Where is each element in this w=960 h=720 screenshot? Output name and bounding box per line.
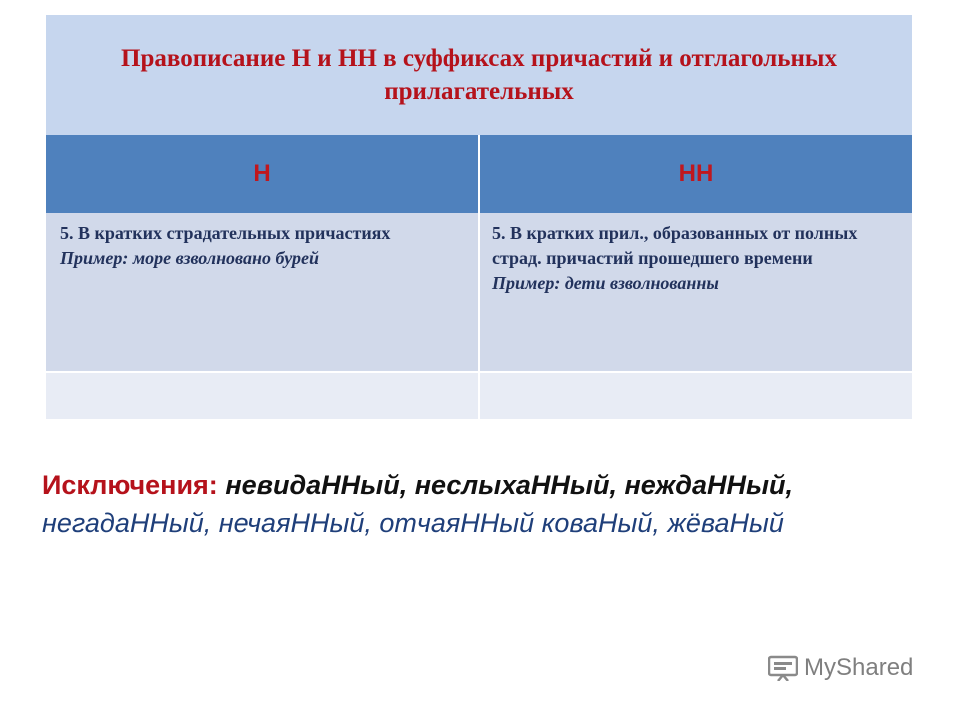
rule-text: 5. В кратких страдательных причастиях	[60, 223, 391, 243]
column-header-nn: НН	[678, 160, 714, 187]
column-header-n: Н	[253, 160, 271, 187]
column-divider	[478, 213, 480, 371]
logo-text: MyShared	[804, 654, 914, 681]
exceptions-bold-words: невидаННый, неслыхаННый, неждаННый,	[225, 470, 794, 500]
column-divider	[478, 373, 480, 419]
table-title-row	[46, 15, 912, 135]
exceptions-paragraph	[42, 466, 932, 542]
exceptions-words: негадаННый, нечаяННый, отчаяННый коваНый, жёваНый	[42, 508, 784, 538]
rule-cell-nn	[492, 221, 907, 296]
rules-table	[46, 15, 912, 419]
example-text: Пример: море взволновано бурей	[60, 248, 319, 268]
table-title: Правописание Н и НН в суффиксах причастий и отглагольных прилагательных	[121, 45, 837, 105]
myshared-logo	[768, 654, 913, 682]
example-text: Пример: дети взволнованны	[492, 273, 719, 293]
table-row-empty	[46, 373, 912, 419]
presentation-board-icon	[768, 655, 798, 681]
rule-text: 5. В кратких прил., образованных от полных страд. причастий прошедшего времени	[492, 223, 858, 268]
table-header-row	[46, 135, 912, 213]
table-row	[46, 213, 912, 371]
exceptions-label: Исключения:	[42, 470, 218, 500]
rule-cell-n	[60, 221, 470, 271]
